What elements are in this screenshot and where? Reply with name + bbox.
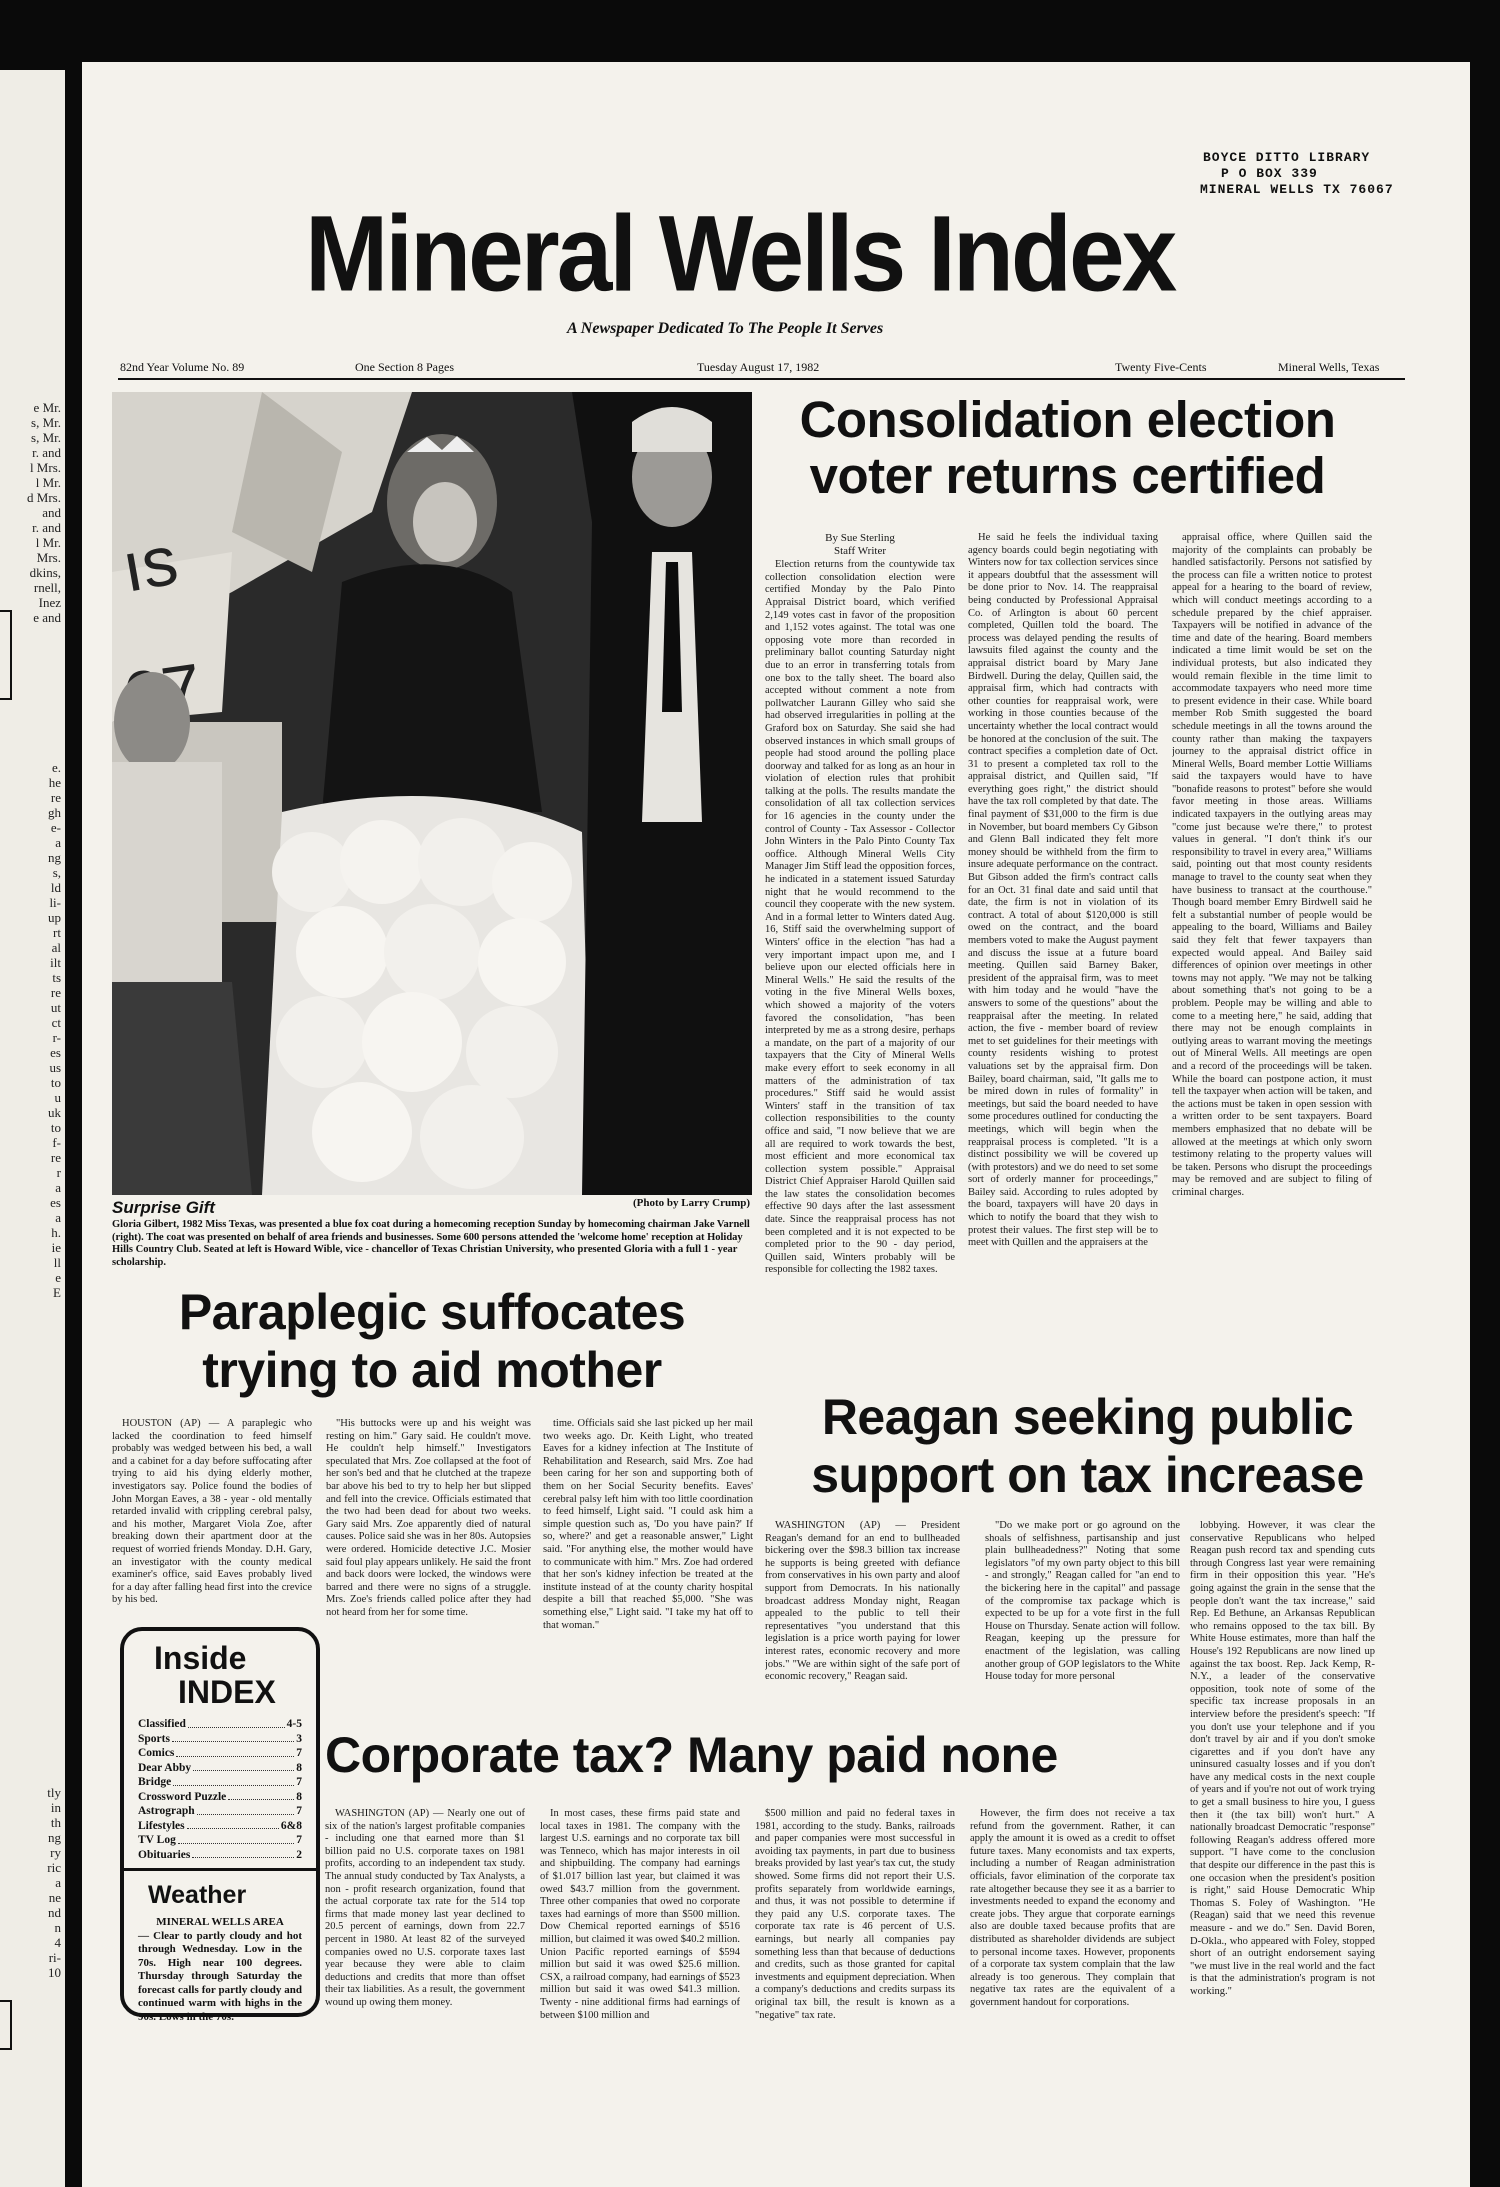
consolidation-byline-title: Staff Writer — [834, 544, 886, 557]
index-row — [138, 1746, 302, 1761]
index-page: 7 — [296, 1747, 302, 1759]
library-address-stamp — [1200, 150, 1394, 198]
masthead-rule — [118, 378, 1405, 380]
index-label: Crossword Puzzle — [138, 1790, 227, 1803]
surprise-gift-photo — [112, 392, 752, 1195]
index-page: 3 — [296, 1732, 302, 1745]
volume-info: 82nd Year Volume No. 89 — [120, 360, 245, 374]
index-page: 7 — [296, 1834, 302, 1846]
index-row — [138, 1833, 302, 1848]
consolidation-body-1: Election returns from the countywide tax collection consolidation election were certified Monday by the Palo Pinto Appraisal District board, which verified 2,149 votes cast in favor of the proposition and 1,152 votes against. The total was one opposing vote more than recorded in preliminary ballot counting Saturday night due to an error in transferring totals from one box to the tally sheet. The board also accepted without comment a note from pollwatcher Laurann Gilley who said she had observed irregularities in polling at the Graford box on Saturday. She said she had observed instances in which small groups of people had stood around the polling place doorway and talked for as long as an hour in violation of election rules that prohibit talking at the polls. The results mandate the consolidation of all tax collection services for 16 agencies in the county under the control of County - Tax Assessor - Collector John Winters in the Palo Pinto County Tax ooffice. Although Mineral Wells City Manager Jim Stiff lead the opposition forces, he indicated in a statement issued Saturday night that he would recommend to the council they cooperate with the new system. And in a formal letter to Winters dated Aug. 16, Stiff said the overwhelming support of Winters' office in the election "has had a very important impact upon me, and I believe upon our elected officials here in Mineral Wells." He said the results of the voting in the five Mineral Wells boxes, which showed a majority of the voters favored the consolidation, "has been interpreted by me as a strong desire, perhaps a mandate, on the part of a majority of our taxpayers that the City of Mineral Wells make every effort to seek economy in all matters of the administration of tax procedures." Stiff said he would assist Winters' staff in the transition of tax collection responsibilities to the county office and said, "I now believe that we are all are required to work towards the best, most efficient and more economical tax collection system possible." Appraisal District Chief Appraiser Harold Quillen said the law states the consolidation becomes effective 90 days after the last assessment date. Since the reappraisal process has not been completed and it is not expected to be completed prior to the 90 - day period, Quillen said, Winters probably will be responsible for collecting the 1982 taxes. — [765, 559, 955, 1276]
index-label: TV Log — [138, 1834, 176, 1846]
corporate-body-1: WASHINGTON (AP) — Nearly one out of six of the nation's largest profitable companies - including one that earned more than $1 billion paid no U.S. corporate taxes on 1981 profits, according to an independent tax study. The annual study conducted by Tax Analysts, a non - profit research organization, found that the actual corporate tax rate for the 514 top firms that made money last year declined to 20.5 percent of earnings, down from 22.7 percent in 1980. At least 82 of the surveyed companies owed no U.S. corporate taxes last year because they were able to claim deductions and credits that more than offset their tax liabilities. As a result, the government wound up owing them money. — [325, 1808, 525, 2008]
reagan-column-1 — [765, 1520, 960, 1718]
price-info: Twenty Five-Cents — [1115, 360, 1207, 374]
masthead-title: Mineral Wells Index — [305, 193, 1175, 315]
index-page: 7 — [296, 1776, 302, 1788]
inside-index-title-1: Inside — [154, 1640, 247, 1676]
inside-index-box — [120, 1627, 320, 2023]
paraplegic-headline — [112, 1283, 752, 1399]
index-row — [138, 1804, 302, 1819]
photo-illustration — [112, 392, 752, 1195]
adjacent-box-fragment — [0, 2000, 12, 2050]
svg-text:ıs: ıs — [116, 520, 184, 607]
index-row — [138, 1775, 302, 1790]
index-label: Comics — [138, 1747, 175, 1759]
index-page: 7 — [296, 1805, 302, 1817]
corporate-body-4: However, the firm does not receive a tax refund from the government. Rather, it can apply the amount it is owed as a credit to offset future taxes. Many economists and tax experts, including a number of Reagan administration officials, favor elimination of the corporate tax rate altogether because they see it as a barrier to investments needed to expand the economy and create jobs. They argue that corporate earnings also are double taxed because profits that are distributed as shareholder dividends are subject to personal income taxes. However, proponents of a corporate tax system complain that the law already is too generous. They complain that negative tax rates are the equivalent of a government handout for corporations. — [970, 1808, 1175, 2008]
adjacent-box-fragment — [0, 610, 12, 700]
place-info: Mineral Wells, Texas — [1278, 360, 1380, 374]
index-page: 8 — [296, 1761, 302, 1774]
index-leader-dots — [188, 1717, 285, 1728]
reagan-body-2: "Do we make port or go aground on the shoals of selfishness, partisanship and just plain bullheadedness?" Noting that some legislators "of my own party object to this bill - and strongly," Reagan called for "an end to the bickering here in the capital" and passage of the compromise tax package which is expected to be up for a vote first in the full House on Thursday. Senate action will follow. Reagan, keeping up the pressure for enactment of the legislation, was calling another group of GOP legislators to the White House today for more personal — [985, 1520, 1180, 1683]
photo-caption: Gloria Gilbert, 1982 Miss Texas, was presented a blue fox coat during a homecoming reception Sunday by homecoming chairman Jake Varnell (right). The coat was presented on behalf of area friends and businesses. Some 600 persons attended the 'welcome home' reception at Holiday Hills Country Club. Seated at left is Howard Wible, vice - chancellor of Texas Christian University, who presented Gloria with a full 1 - year scholarship. — [112, 1219, 750, 1268]
index-leader-dots — [187, 1819, 279, 1830]
index-label: Bridge — [138, 1776, 172, 1788]
index-leader-dots — [197, 1804, 295, 1815]
index-leader-dots — [172, 1732, 294, 1743]
paraplegic-headline-line-1: Paraplegic suffocates — [178, 1284, 686, 1340]
reagan-headline — [765, 1388, 1410, 1504]
index-row — [138, 1717, 302, 1732]
corporate-column-4 — [970, 1808, 1175, 2033]
index-leader-dots — [173, 1775, 294, 1786]
corporate-body-2: In most cases, these firms paid state and local taxes in 1981. The company with the largest U.S. earnings and no corporate tax bill was Tenneco, which has major interests in oil and shipbuilding. The company had earnings of $1.017 billion last year, but claimed it was owed $43.7 million from the government. Three other companies that owed no corporate taxes had earnings of more than $500 million. Dow Chemical reported earnings of $516 million, but claimed it was owed $40.2 million. Union Pacific reported earnings of $594 million but said it was owed $25.6 million. CSX, a railroad company, had earnings of $523 million but said it was owed $41.3 million. Twenty - nine additional firms had earnings of between $100 million and — [540, 1808, 740, 2021]
index-label: Astrograph — [138, 1805, 195, 1817]
index-row — [138, 1790, 302, 1805]
stamp-line-2: P O BOX 339 — [1221, 166, 1318, 181]
index-row — [138, 1761, 302, 1776]
index-row — [138, 1819, 302, 1834]
corporate-column-1 — [325, 1808, 525, 2033]
stamp-line-1: BOYCE DITTO LIBRARY — [1203, 150, 1371, 165]
corporate-column-3 — [755, 1808, 955, 2033]
paraplegic-body-3: time. Officials said she last picked up her mail two weeks ago. Dr. Keith Light, who treated Eaves for a kidney infection at The Institute of Rehabilitation and Research, said Mrs. Zoe had been caring for her son and supporting both of them on her Social Security benefits. Eaves' cerebral palsy left him with too little coordination to feed himself, Light said. "I could ask him a simple question such as, 'Do you have pain?' If so, where?' and get a reasonable answer," Light said. "For anything else, the mother would have to communicate with him." Mrs. Zoe had ordered that her son's kidney infection be treated at the institute instead of at the county charity hospital despite a bill that reached $5,000. "She was something else," Light said. "I take my hat off to that woman." — [543, 1418, 753, 1631]
inside-index-list — [138, 1717, 302, 1862]
index-leader-dots — [193, 1761, 294, 1772]
paraplegic-column-2 — [326, 1418, 531, 1718]
consolidation-column-2 — [968, 532, 1158, 1377]
paraplegic-column-3 — [543, 1418, 753, 1718]
adjacent-page-edge — [0, 70, 65, 2187]
weather-area: MINERAL WELLS AREA — [156, 1916, 284, 1928]
consolidation-column-3 — [1172, 532, 1372, 1377]
index-page: 4-5 — [286, 1718, 302, 1730]
paraplegic-body-1: HOUSTON (AP) — A paraplegic who lacked the coordination to feed himself probably was wedged between his bed, a wall and a cabinet for a day before suffocating after trying to aid his dying elderly mother, investigators say. Police found the bodies of John Morgan Eaves, a 38 - year - old mentally retarded invalid with crippling cerebral palsy, and his mother, Margaret Viola Zoe, after breaking down their apartment door at the request of worried friends Monday. D.H. Gary, an investigator with the county medical examiner's office, said Eaves probably lived for a day after falling head first into the crevice by his bed. — [112, 1418, 312, 1606]
index-label: Lifestyles — [138, 1819, 185, 1832]
corporate-tax-headline: Corporate tax? Many paid none — [325, 1727, 1058, 1783]
photo-credit: (Photo by Larry Crump) — [633, 1197, 751, 1209]
adjacent-text-fragment: tly in th ng ry ric a ne nd n 4 ri- 10 — [47, 1785, 61, 1980]
index-page: 8 — [296, 1790, 302, 1803]
inside-index-title-2: INDEX — [178, 1674, 276, 1710]
index-label: Dear Abby — [138, 1761, 192, 1774]
index-leader-dots — [176, 1746, 294, 1757]
consolidation-body-3: appraisal office, where Quillen said the majority of the complaints can probably be handled satisfactorily. Persons not satisfied by the process can file a written notice to protest appeal for a hearing to the board of review, which will conduct meetings according to a schedule prepared by the chief appraiser. Taxpayers will be notified in advance of the time and date of the hearing. Board members indicated a time limit would be set on the individual protests, but also indicated they would remain flexible in the time limit to accommodate taxpayers who need more time to present evidence in their case. While board member Rob Smith suggested the board schedule meetings in all the towns around the county rather than making the taxpayers journey to the appraisal district office in Mineral Wells, Board member Lottie Williams said the taxpayers would have to have "bonafide reasons to protest" before she would favor meeting in those areas. Williams indicated taxpayers in the outlying areas may "come just because we're there," to protest values in general. "I don't think it's our responsibility to travel in every area," Williams said, pointing out that most county residents manage to travel to the county seat when they have business to transact at the courthouse." Though board member Emry Birdwell said he felt a substantial number of people would be appealing to the board, Williams and Bailey said they felt that fewer taxpayers than expected would appeal. And Bailey said differences of opinion over meetings in other towns may not apply. "We may not be talking about something that's not going to be a problem. People may be willing and able to come to a meeting here," he said, adding that there may not be enough complaints in outlying areas to warrant moving the meetings out of Mineral Wells. All meetings are open and a record of the proceedings will be taken. While the board can postpone action, it must tell the taxpayer when action will be taken, and the actions must be taken in open session with a written order to be sent taxpayers. Board members emphasized that no debate will be allowed at the meetings at which only sworn testimony relating to the property values will be taken. Persons who disrupt the proceedings may be removed and are subject to filing of criminal charges. — [1172, 532, 1372, 1198]
consolidation-headline — [765, 392, 1370, 504]
date-info: Tuesday August 17, 1982 — [697, 360, 820, 374]
weather-title: Weather — [148, 1881, 247, 1909]
reagan-headline-line-1: Reagan seeking public — [821, 1389, 1354, 1445]
index-leader-dots — [192, 1848, 294, 1859]
index-page: 2 — [296, 1848, 302, 1861]
index-row — [138, 1848, 302, 1863]
reagan-column-2 — [985, 1520, 1180, 1718]
index-leader-dots — [178, 1833, 294, 1844]
index-label: Obituaries — [138, 1848, 191, 1861]
paraplegic-body-2: "His buttocks were up and his weight was resting on him." Gary said. He couldn't move. He couldn't help himself." Investigators speculated that Mrs. Zoe collapsed at the foot of her son's bed and that he clutched at the trapeze bar above his bed to try to help her but slipped and fell into the crevice. Officials estimated that the two had been dead for about two weeks. Gary said Mrs. Zoe apparently died of natural causes. Police said she was in her 80s. Autopsies were ordered. Homicide detective J.C. Mosier said foul play appears unlikely. He said the front and back doors were locked, the windows were barred and there were no signs of a struggle. Mrs. Zoe's friends called police after they had not heard from her for some time. — [326, 1418, 531, 1618]
reagan-body-3: lobbying. However, it was clear the conservative Republicans who helped Reagan push record tax and spending cuts through Congress last year were remaining firm in their opposition this year. "He's going against the grain in the sense that the people don't want the tax increase," said Rep. Ed Bethune, an Arkansas Republican who remains opposed to the tax bill. By White House estimates, more than half the House's 192 Republicans are now lined up against the tax boost. Rep. Jack Kemp, R-N.Y., a leader of the conservative opposition, took note of some of the specific tax increase proposals in an interview before the president's speech: "If you don't use your telephone and if you don't travel by air and if you don't smoke cigarettes and if you don't have any uninsured casualty losses and if you don't have any medical costs in the next couple of years and if you're not out of work trying to get a small business to hire you, I guess then it (the tax bill) won't hurt." A nationally broadcast Democratic "response" following Reagan's address offered more support. "I have come to the conclusion that despite our difference in the past this is one occasion when the president's position is right," said House Democratic Whip Thomas S. Foley of Washington. "He (Reagan) said that we need this revenue measure - and we do." Sen. David Boren, D-Okla., who appeared with Foley, stopped short of an outright endorsement saying "we must live in the real world and the fact is that the administration's program is not working." — [1190, 1520, 1375, 1997]
masthead-tagline: A Newspaper Dedicated To The People It Serves — [567, 320, 884, 337]
adjacent-text-fragment: e Mr. s, Mr. s, Mr. r. and l Mrs. l Mr. d Mrs. and r. and l Mr. Mrs. dkins, rnell, Inez e and — [27, 400, 61, 625]
weather-forecast: — Clear to partly cloudy and hot through Wednesday. Low in the 70s. High near 100 degrees. Thursday through Saturday the forecast calls for partly cloudy and continued warm with highs in the 90s. Lows in the 70s. — [138, 1929, 302, 2023]
consolidation-headline-line-2: voter returns certified — [809, 447, 1326, 505]
reagan-body-1: WASHINGTON (AP) — President Reagan's demand for an end to bullheaded bickering over the $98.3 billion tax increase he supports is being greeted with defiance from conservatives in his own party and aloof support from Democrats. In his nationally broadcast address Monday night, Reagan appealed to the public to tell their representatives "you understand that this legislation is a price worth paying for lower interest rates, economic recovery and more jobs." "We are within sight of the safe port of economic recovery," Reagan said. — [765, 1520, 960, 1683]
stamp-line-3: MINERAL WELLS TX 76067 — [1200, 182, 1394, 197]
consolidation-byline: By Sue Sterling — [825, 532, 895, 544]
index-label: Sports — [138, 1732, 170, 1745]
index-page: 6&8 — [280, 1819, 302, 1832]
corporate-body-3: $500 million and paid no federal taxes in 1981, according to the study. Banks, railroads and paper companies were most successful in avoiding tax payments, in part due to business breaks provided by last year's tax cut, the study showed. Some firms did not report their U.S. profits separately from worldwide earnings, and thus, it was not possible to determine if they paid any U.S. corporate taxes. The corporate tax rate is 46 percent of U.S. earnings, but nearly all companies pay something less than that because of deductions and credits, such as those granted for capital investments and equipment depreciation. When a company's deductions and credits surpass its original tax bill, the result is known as a "negative" tax rate. — [755, 1808, 955, 2021]
photo-caption-title: Surprise Gift — [112, 1198, 215, 1217]
sections-info: One Section 8 Pages — [355, 360, 454, 374]
consolidation-body-2: He said he feels the individual taxing agency boards could begin negotiating with Winters now for tax collection services since it appears doubtful that the assessment will be done prior to Nov. 14. The reappraisal being conducted by Professional Appraisal Co. of Arlington is about 60 percent completed, Quillen told the board. The process was delayed pending the results of lawsuits filed against the county and the appraisal district board by Mary Jane Birdwell. During the delay, Quillen said, the appraisal firm, which had contracts with other counties for reappraisal work, were working in those counties because of the uncertainty whether the local contract would be honored at the conclusion of the suit. The contract specifies a completion date of Oct. 31 to present a completed tax roll to the appraisal district, and Quillen said, "If everything goes right," the district should have the tax roll completed by that date. The final payment of $31,000 to the firm is due in November, but board members Cy Gibson and Glenn Ball indicated they felt more money should be withheld from the firm to insure adequate performance on the contract. But Gibson added the firm's contract calls for an Oct. 31 final date and said until that date, the firm is not in violation of its contract. A total of about $120,000 is still owed on the contract, and the board members voted to make the August payment and discuss the issue at a future board meeting. Quillen said Barney Baker, president of the appraisal firm, was to meet with him today and he would "have the answers to some of the questions" about the reappraisal after the meeting. In related action, the five - member board of review met to set guidelines for their meetings with county residents wishing to protest valuations set by the appraisal firm. Don Bailey, board chairman, said, "It galls me to be mired down in rules of formality" in meetings, but said the board needed to have some procedures outlined for conducting the meetings, which will begin when the reappraisal process is completed. "It is a distinct possibility we will be covered up (with protestors) and we do need to set some sort of orderly manner for proceedings," Bailey said. According to rules adopted by the board, taxpayers will have 20 days in which to notify the board that they wish to protest their values. The first step will be to meet with Quillen and the appraisers at the — [968, 532, 1158, 1249]
corporate-column-2 — [540, 1808, 740, 2033]
consolidation-headline-line-1: Consolidation election — [799, 391, 1336, 448]
reagan-headline-line-2: support on tax increase — [811, 1447, 1364, 1503]
paraplegic-column-1 — [112, 1418, 312, 1620]
index-label: Classified — [138, 1718, 186, 1730]
index-leader-dots — [228, 1790, 294, 1801]
consolidation-column-1 — [765, 532, 955, 1377]
index-row — [138, 1732, 302, 1747]
paraplegic-headline-line-2: trying to aid mother — [202, 1342, 662, 1398]
index-divider — [124, 1868, 316, 1871]
adjacent-text-fragment: e. he re gh e- a ng s, ld li- up rt al ilt ts re ut ct r- es us to u uk to f- re r a es a h. ie ll e E — [48, 760, 61, 1300]
